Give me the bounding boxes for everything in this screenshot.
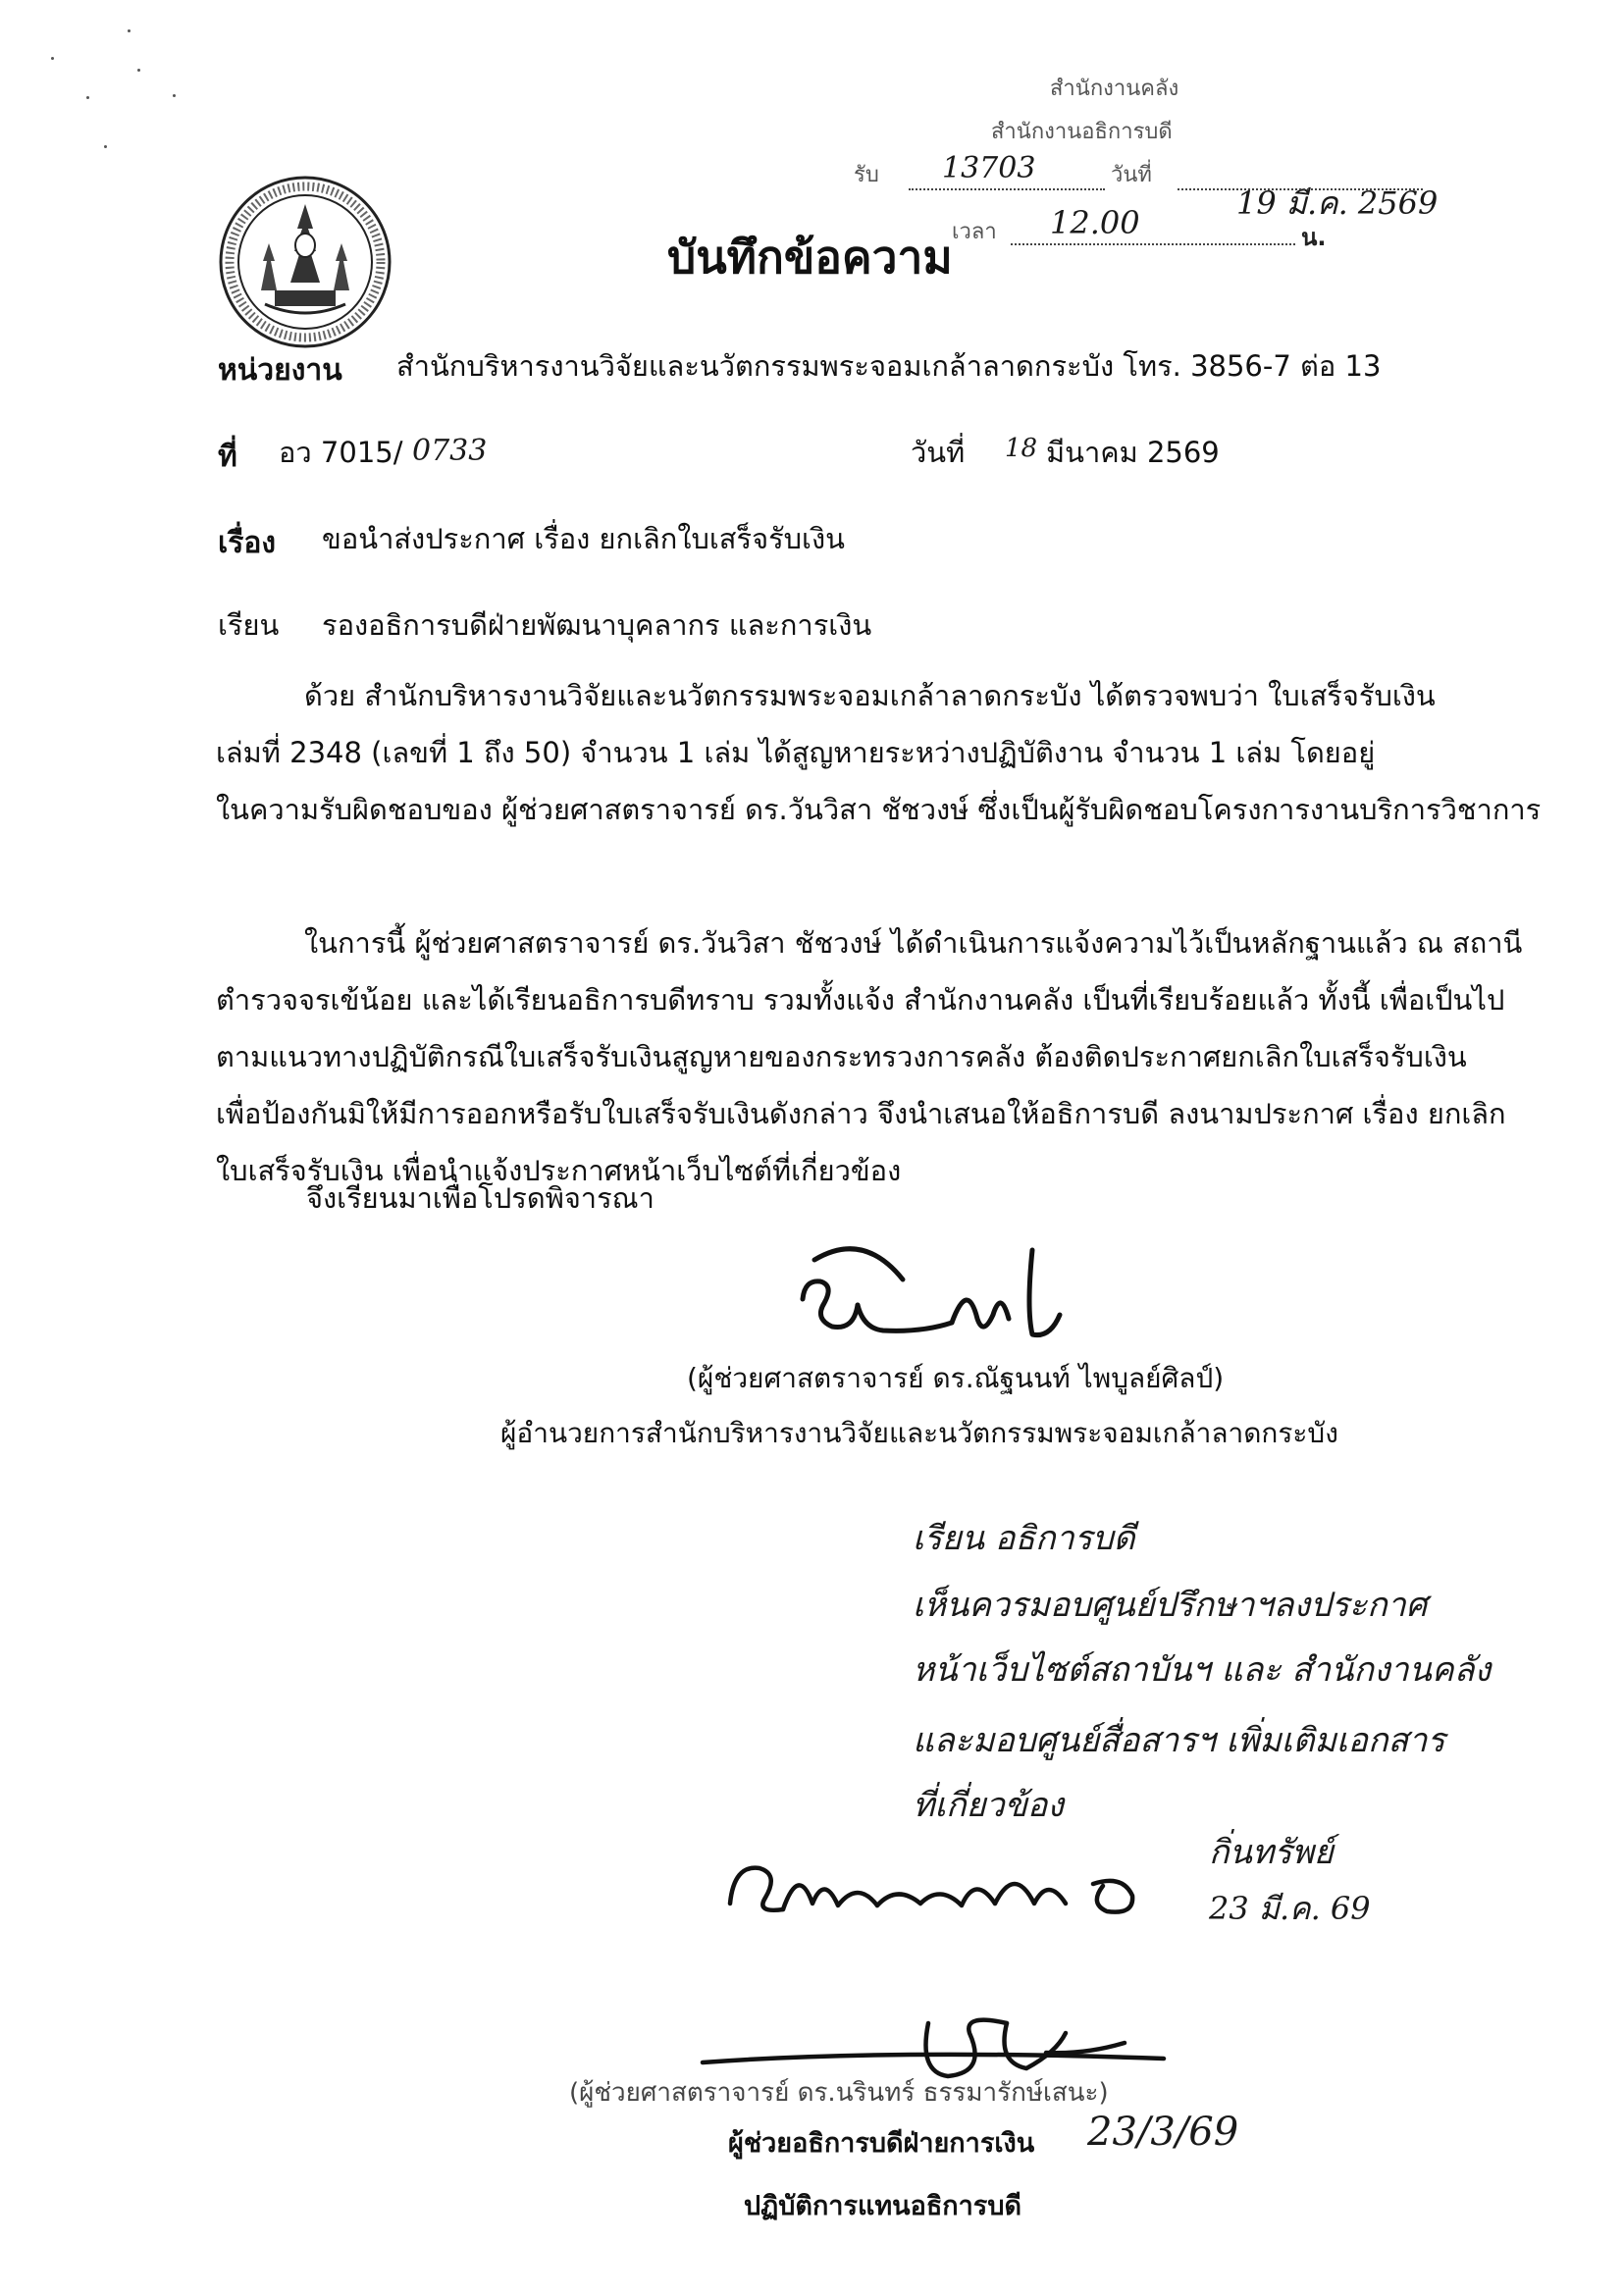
scan-speck: [137, 69, 140, 72]
doc-date-rest: มีนาคม 2569: [1046, 436, 1220, 469]
endorser-name: กิ่นทรัพย์: [1209, 1833, 1334, 1872]
closing-line: จึงเรียนมาเพื่อโปรดพิจารณา: [306, 1181, 654, 1215]
doc-date-day: 18: [1005, 434, 1038, 463]
handwritten-line: ที่เกี่ยวข้อง: [913, 1786, 1064, 1825]
subject-label: เรื่อง: [218, 526, 277, 560]
signatory2-position: ผู้ช่วยอธิการบดีฝ่ายการเงิน: [728, 2128, 1035, 2159]
scan-speck: [86, 96, 89, 99]
paragraph-line: ในความรับผิดชอบของ ผู้ช่วยศาสตราจารย์ ดร.วันวิสา ชัชวงษ์ ซึ่งเป็นผู้รับผิดชอบโครงการงานบริการวิชาการ: [216, 793, 1542, 826]
kmitl-seal-icon: [218, 175, 393, 349]
ref-prefix: อว 7015/: [279, 436, 403, 469]
handwritten-line: เห็นควรมอบศูนย์ปรึกษาฯลงประกาศ: [913, 1586, 1428, 1625]
paragraph-line: ตำรวจจรเข้น้อย และได้เรียนอธิการบดีทราบ รวมทั้งแจ้ง สำนักงานคลัง เป็นที่เรียบร้อยแล้ว ทั้งนี้ เพื่อเป็นไป: [216, 983, 1505, 1017]
scan-speck: [173, 94, 176, 97]
memo-title: บันทึกข้อความ: [667, 231, 953, 284]
handwritten-line: หน้าเว็บไซต์สถาบันฯ และ สำนักงานคลัง: [913, 1650, 1492, 1690]
receipt-no-label: รับ: [854, 163, 879, 187]
receipt-time-suffix: น.: [1301, 224, 1327, 251]
agency-value: สำนักบริหารงานวิจัยและนวัตกรรมพระจอมเกล้าลาดกระบัง โทร. 3856-7 ต่อ 13: [396, 349, 1382, 383]
body-paragraph-2: [216, 914, 1523, 1199]
receipt-no-dots: [909, 188, 1105, 190]
agency-label: หน่วยงาน: [218, 353, 342, 388]
doc-date-label: วันที่: [911, 436, 966, 469]
receipt-stamp-line1: สำนักงานคลัง: [1050, 77, 1179, 101]
ref-label: ที่: [218, 440, 237, 474]
paragraph-line: เล่มที่ 2348 (เลขที่ 1 ถึง 50) จำนวน 1 เล่ม ได้สูญหายระหว่างปฏิบัติงาน จำนวน 1 เล่ม โดยอยู่: [216, 736, 1376, 769]
signatory1-name: (ผู้ช่วยศาสตราจารย์ ดร.ณัฐนนท์ ไพบูลย์ศิลป์): [687, 1362, 1225, 1394]
scan-speck: [128, 29, 131, 32]
handwritten-line: และมอบศูนย์สื่อสารฯ เพิ่มเติมเอกสาร: [913, 1721, 1445, 1760]
receipt-stamp-line2: สำนักงานอธิการบดี: [991, 120, 1173, 144]
endorse-date: 23 มี.ค. 69: [1209, 1890, 1371, 1927]
paragraph-line: ตามแนวทางปฏิบัติกรณีใบเสร็จรับเงินสูญหายของกระทรวงการคลัง ต้องติดประกาศยกเลิกใบเสร็จรับเงิน: [216, 1040, 1467, 1073]
paragraph-line: ด้วย สำนักบริหารงานวิจัยและนวัตกรรมพระจอมเกล้าลาดกระบัง ได้ตรวจพบว่า ใบเสร็จรับเงิน: [304, 679, 1436, 712]
signature-endorser-icon: [710, 1825, 1181, 1933]
handwritten-line: เรียน อธิการบดี: [913, 1519, 1135, 1558]
paragraph-line: เพื่อป้องกันมิให้มีการออกหรือรับใบเสร็จรับเงินดังกล่าว จึงนำเสนอให้อธิการบดี ลงนามประกาศ เรื่อง ยกเลิก: [216, 1097, 1506, 1130]
receipt-time-value: 12.00: [1050, 204, 1140, 241]
scan-speck: [104, 145, 107, 148]
signatory2-date: 23/3/69: [1087, 2110, 1239, 2155]
to-label: เรียน: [218, 608, 280, 642]
receipt-date-dots: [1178, 188, 1423, 190]
signatory1-position: ผู้อำนวยการสำนักบริหารงานวิจัยและนวัตกรรมพระจอมเกล้าลาดกระบัง: [500, 1417, 1338, 1449]
to-value: รองอธิการบดีฝ่ายพัฒนาบุคลากร และการเงิน: [322, 608, 872, 642]
signatory2-name: (ผู้ช่วยศาสตราจารย์ ดร.นรินทร์ ธรรมารักษ์เสนะ): [569, 2078, 1109, 2108]
ref-number: 0733: [412, 434, 488, 468]
receipt-no-value: 13703: [942, 151, 1036, 185]
paragraph-line: ใบเสร็จรับเงิน เพื่อนำแจ้งประกาศหน้าเว็บไซต์ที่เกี่ยวข้อง: [216, 1154, 902, 1187]
signature-director-icon: [775, 1221, 1099, 1358]
subject-value: ขอนำส่งประกาศ เรื่อง ยกเลิกใบเสร็จรับเงิน: [322, 522, 845, 555]
receipt-date-label: วันที่: [1111, 163, 1152, 187]
paragraph-line: ในการนี้ ผู้ช่วยศาสตราจารย์ ดร.วันวิสา ชัชวงษ์ ได้ดำเนินการแจ้งความไว้เป็นหลักฐานแล้ว ณ สถานี: [304, 926, 1523, 960]
receipt-time-dots: [1011, 243, 1295, 245]
scan-speck: [51, 57, 54, 60]
receipt-date-value: 19 มี.ค. 2569: [1236, 184, 1439, 222]
signatory2-acting: ปฏิบัติการแทนอธิการบดี: [744, 2191, 1021, 2221]
body-paragraph-1: [216, 667, 1542, 838]
receipt-time-label: เวลา: [952, 220, 997, 244]
